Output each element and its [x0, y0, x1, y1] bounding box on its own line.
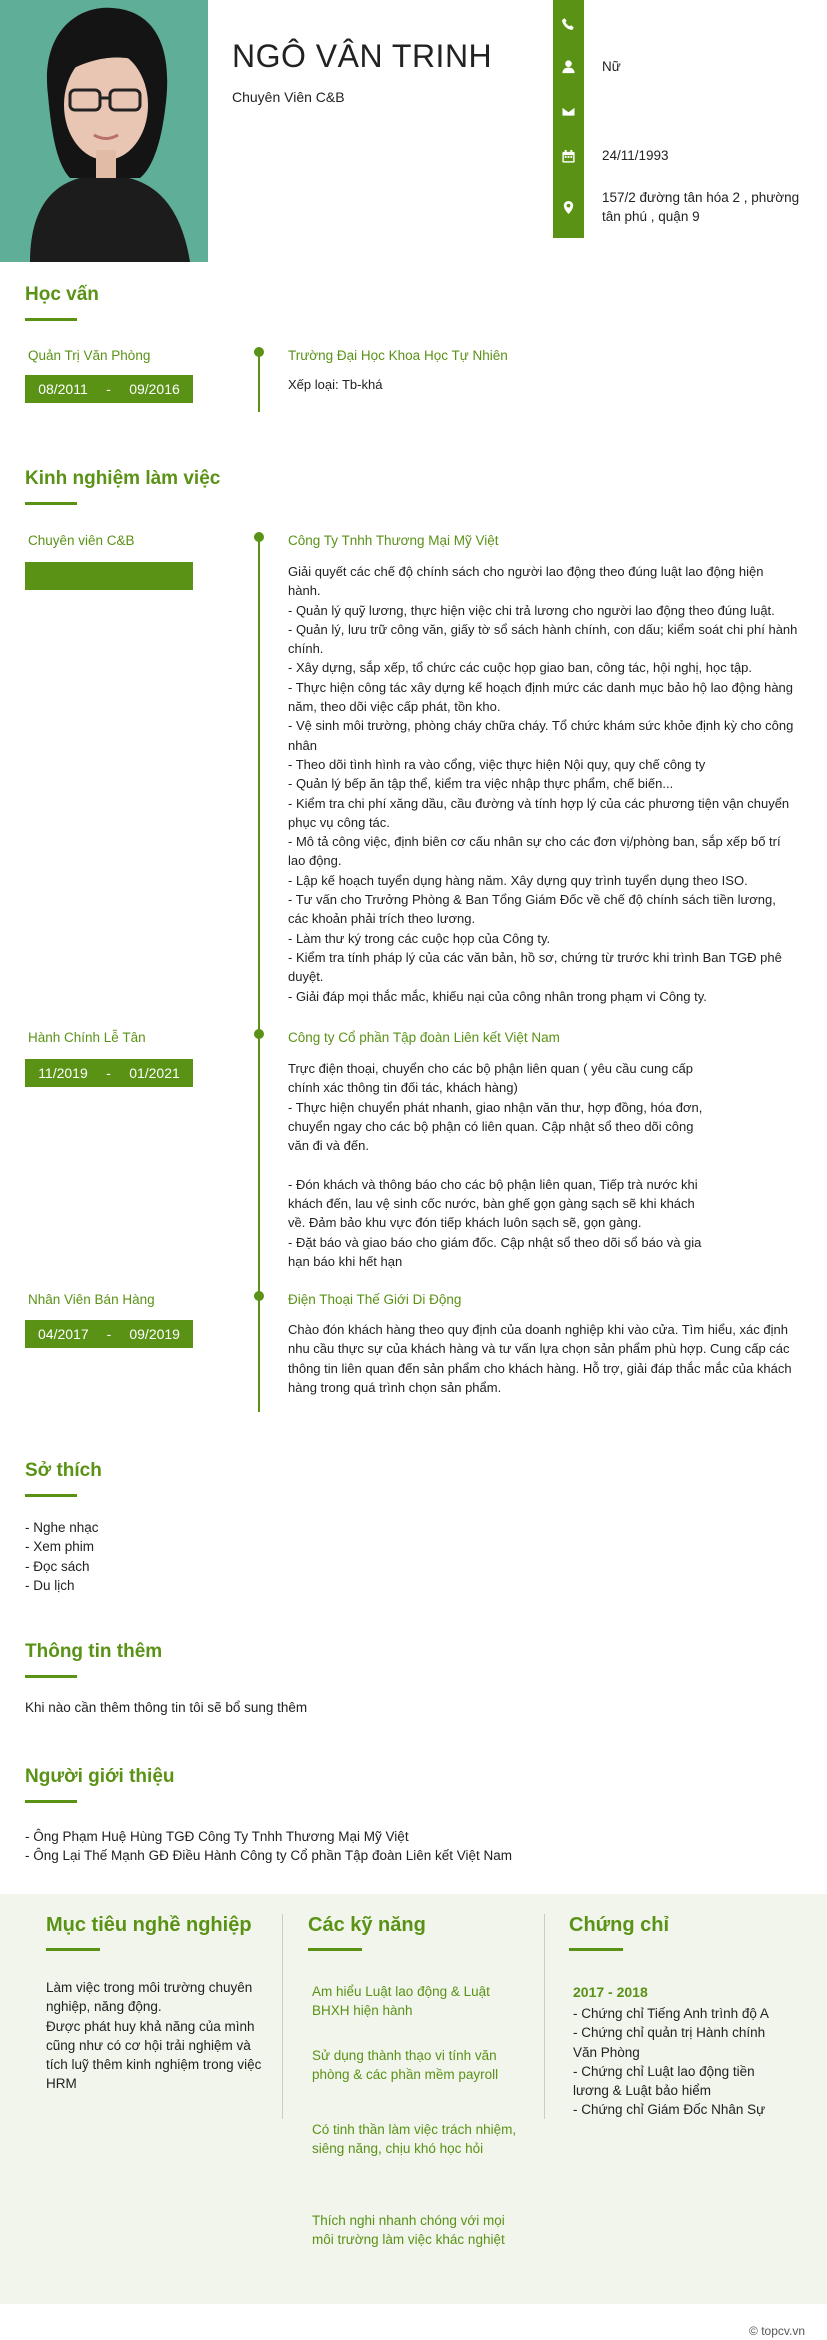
contact-birthday: 24/11/1993: [602, 148, 669, 163]
experience-3-timeline-dot: [254, 1291, 264, 1301]
experience-2-date-bar: [25, 1059, 193, 1087]
education-start-date: 08/2011: [38, 381, 88, 397]
skill-item: Am hiểu Luật lao động & Luật BHXH hiện hành: [312, 1984, 490, 2019]
skill-item: Sử dụng thành thạo vi tính văn phòng & các phần mềm payroll: [312, 2048, 499, 2083]
experience-1-company: Công Ty Tnhh Thương Mại Mỹ Việt: [288, 533, 499, 548]
education-timeline-line: [258, 352, 260, 412]
additional-info-text: Khi nào cần thêm thông tin tôi sẽ bổ sung thêm: [25, 1700, 308, 1715]
experience-2-timeline-dot: [254, 1029, 264, 1039]
skills-heading: Các kỹ năng: [308, 1914, 426, 1936]
skill-item: Thích nghi nhanh chóng với mọi môi trường làm việc khác nghiệt: [312, 2213, 505, 2248]
certificates-heading: Chứng chỉ: [569, 1914, 670, 1936]
map-marker-icon: [553, 195, 584, 219]
experience-3-date-bar: [25, 1320, 193, 1348]
candidate-title: Chuyên Viên C&B: [232, 89, 345, 105]
education-school: Trường Đại Học Khoa Học Tự Nhiên: [288, 348, 508, 363]
references-text: - Ông Phạm Huệ Hùng TGĐ Công Ty Tnhh Thương Mại Mỹ Việt - Ông Lại Thế Mạnh GĐ Điều Hành Công ty Cổ phần Tập đoàn Liên kết Việt Nam: [25, 1829, 513, 1864]
experience-heading: Kinh nghiệm làm việc: [25, 468, 221, 489]
envelope-icon: [553, 99, 584, 123]
certificates-list: - Chứng chỉ Tiếng Anh trình độ A - Chứng chỉ quản trị Hành chính Văn Phòng - Chứng chỉ Luật lao động tiền lương & Luật bảo hiểm - Chứng chỉ Giám Đốc Nhân Sự: [573, 2006, 769, 2118]
education-date-bar: [25, 375, 193, 403]
career-goal-text: Làm việc trong môi trường chuyên nghiệp, năng động. Được phát huy khả năng của mình cũng như có cơ hội trải nghiệm và tích luỹ thêm kinh nghiệm trong việc HRM: [46, 1980, 262, 2092]
experience-2-description: Trực điện thoại, chuyển cho các bộ phận liên quan ( yêu cầu cung cấp chính xác thông tin đối tác, khách hàng) - Thực hiện chuyển phát nhanh, giao nhận văn thư, hợp đồng, hóa đơn, chuyển ngay cho các bộ phận có liên quan. Cập nhật sổ theo dõi công văn đi và đến. - Đón khách và thông báo cho các bộ phận liên quan, Tiếp trà nước khi khách đến, lau vệ sinh cốc nước, bàn ghế gọn gàng sạch sẽ khi khách về. Đảm bảo khu vực đón tiếp khách luôn sạch sẽ, gọn gàng. - Đặt báo và giao báo cho giám đốc. Cập nhật sổ theo dõi sổ báo và gia hạn báo khi hết hạn: [288, 1061, 703, 1269]
profile-photo: [0, 0, 208, 262]
calendar-icon: [553, 144, 584, 168]
education-underline: [25, 318, 77, 321]
experience-3-start-date: 04/2017: [38, 1326, 89, 1342]
contact-icon-strip: [553, 0, 584, 238]
experience-2-company: Công ty Cổ phần Tập đoàn Liên kết Việt Nam: [288, 1030, 560, 1045]
cv-header: [0, 0, 827, 262]
experience-3-description: Chào đón khách hàng theo quy định của doanh nghiệp khi vào cửa. Tìm hiểu, xác định nhu cầu thực sự của khách hàng và tư vấn lựa chọn sản phẩm phù hợp. Cung cấp các thông tin liên quan đến sản phẩm cho khách hàng. Hỗ trợ, giải đáp thắc mắc của khách hàng trong quá trình chọn sản phẩm.: [288, 1322, 792, 1395]
experience-3-end-date: 09/2019: [129, 1326, 180, 1342]
profile-photo-illustration: [0, 0, 208, 262]
skills-underline: [308, 1948, 362, 1951]
education-date-separator: -: [106, 381, 111, 397]
education-detail: Xếp loại: Tb-khá: [288, 377, 383, 392]
hobbies-list: - Nghe nhạc - Xem phim - Đọc sách - Du lịch: [25, 1520, 99, 1593]
experience-1-date-bar: [25, 562, 193, 590]
additional-info-heading: Thông tin thêm: [25, 1641, 163, 1662]
hobbies-heading: Sở thích: [25, 1460, 102, 1481]
hobbies-underline: [25, 1494, 77, 1497]
contact-gender: Nữ: [602, 59, 621, 74]
topcv-watermark: © topcv.vn: [749, 2324, 805, 2338]
additional-info-underline: [25, 1675, 77, 1678]
career-goal-underline: [46, 1948, 100, 1951]
candidate-name: NGÔ VÂN TRINH: [232, 38, 493, 74]
experience-timeline-line: [258, 537, 260, 1412]
career-goal-heading: Mục tiêu nghề nghiệp: [46, 1914, 252, 1936]
experience-2-date-separator: -: [106, 1065, 111, 1081]
experience-3-date-separator: -: [106, 1326, 112, 1342]
experience-1-position: Chuyên viên C&B: [28, 533, 135, 548]
contact-address: 157/2 đường tân hóa 2 , phường tân phú , quận 9: [602, 190, 800, 224]
education-end-date: 09/2016: [129, 381, 180, 397]
experience-1-description: Giải quyết các chế độ chính sách cho người lao động theo đúng luật lao động hiện hành. - Quản lý quỹ lương, thực hiện việc chi trả lương cho người lao động theo đúng luật. - Quản lý, lưu trữ công văn, giấy tờ sổ sách hành chính, con dấu; kiểm soát chi phí hành chính. - Xây dựng, sắp xếp, tổ chức các cuộc họp giao ban, công tác, hội nghị, học tập. - Thực hiện công tác xây dựng kế hoạch định mức các danh mục bảo hộ lao động hàng năm, theo dõi việc cấp phát, tồn kho. - Vệ sinh môi trường, phòng cháy chữa cháy. Tổ chức khám sức khỏe định kỳ cho công nhân - Theo dõi tình hình ra vào cổng, việc thực hiện Nội quy, quy chế công ty - Quản lý bếp ăn tập thể, kiểm tra việc nhập thực phẩm, chế biến... - Kiểm tra chi phí xăng dầu, cầu đường và tính hợp lý của các phương tiện vận chuyển phục vụ công tác. - Mô tả công việc, định biên cơ cấu nhân sự cho các đơn vị/phòng ban, sắp xếp bố trí lao động. - Lập kế hoạch tuyển dụng hàng năm. Xây dựng quy trình tuyển dụng theo ISO. - Tư vấn cho Trưởng Phòng & Ban Tổng Giám Đốc về chế độ chính sách tiền lương, các khoản phải trích theo lương. - Làm thư ký trong các cuộc họp của Công ty. - Kiểm tra tính pháp lý của các văn bản, hồ sơ, chứng từ trước khi trình Ban TGĐ phê duyệt. - Giải đáp mọi thắc mắc, khiếu nại của công nhân trong phạm vi Công ty.: [288, 564, 798, 1004]
experience-2-position: Hành Chính Lễ Tân: [28, 1030, 146, 1045]
certificates-underline: [569, 1948, 623, 1951]
footer-divider-2: [544, 1914, 545, 2119]
experience-3-position: Nhân Viên Bán Hàng: [28, 1292, 155, 1307]
skill-item: Có tinh thần làm việc trách nhiệm, siêng năng, chịu khó học hỏi: [312, 2122, 517, 2157]
footer-divider-1: [282, 1914, 283, 2119]
certificates-year: 2017 - 2018: [573, 1984, 648, 2000]
experience-underline: [25, 502, 77, 505]
experience-2-end-date: 01/2021: [129, 1065, 180, 1081]
references-underline: [25, 1800, 77, 1803]
references-heading: Người giới thiệu: [25, 1766, 175, 1787]
experience-3-company: Điện Thoại Thế Giới Di Động: [288, 1292, 462, 1307]
name-block: [232, 38, 492, 105]
user-icon: [553, 54, 584, 78]
experience-2-start-date: 11/2019: [38, 1065, 88, 1081]
education-heading: Học vấn: [25, 284, 99, 305]
education-major: Quản Trị Văn Phòng: [28, 348, 151, 363]
phone-icon: [553, 12, 584, 36]
